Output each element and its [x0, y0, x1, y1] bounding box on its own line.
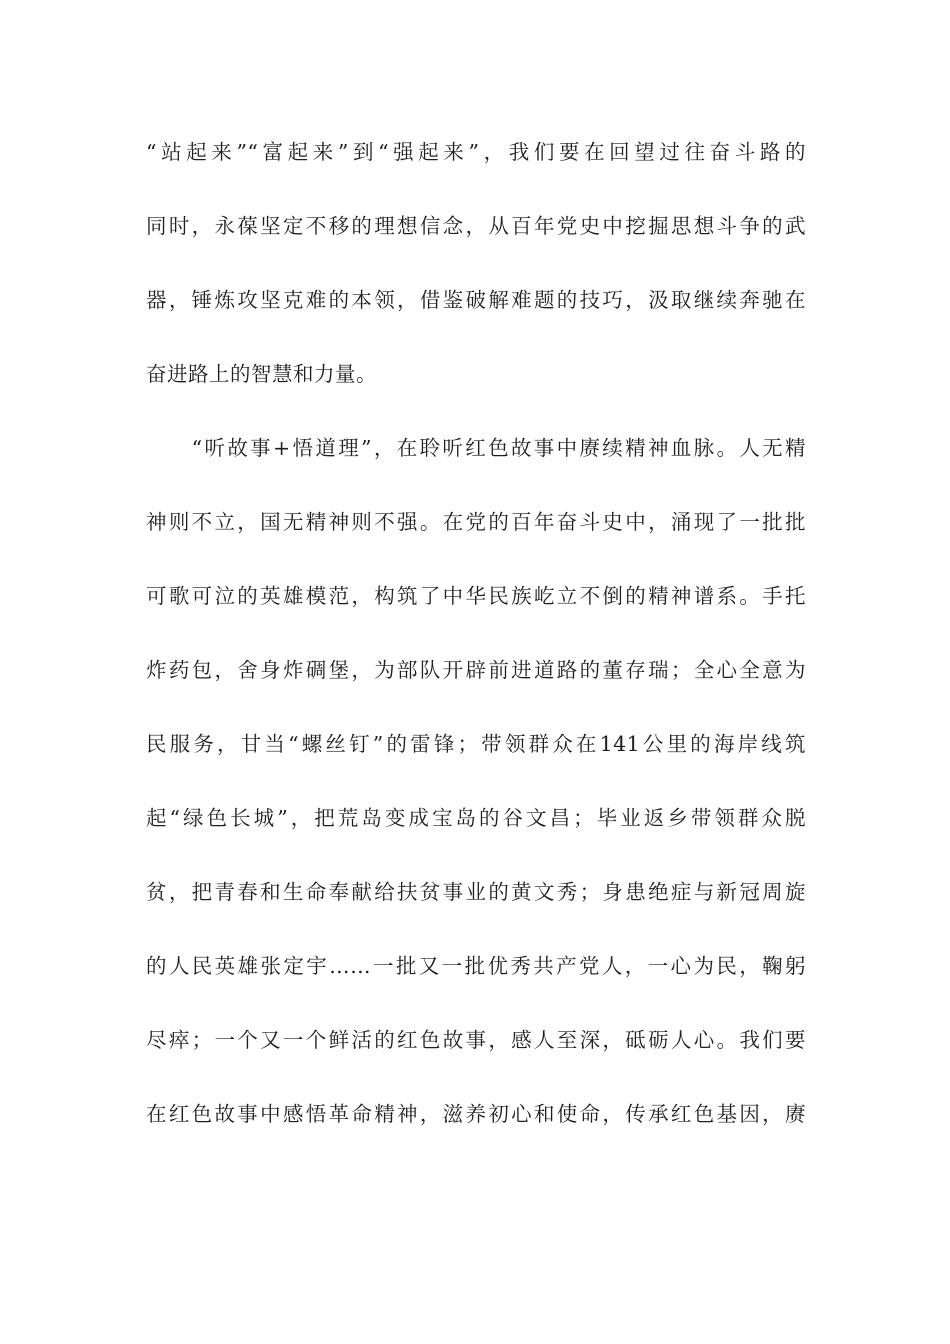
- text-line-6: 神则不立，国无精神则不强。在党的百年奋斗史中，涌现了一批批: [146, 510, 806, 534]
- text-line-11: 贫，把青春和生命奉献给扶贫事业的黄文秀；身患绝症与新冠周旋: [146, 880, 806, 904]
- text-line-14: 在红色故事中感悟革命精神，滋养初心和使命，传承红色基因，赓: [146, 1102, 806, 1126]
- text-line-3: 器，锤炼攻坚克难的本领，借鉴破解难题的技巧，汲取继续奔驰在: [146, 288, 806, 312]
- text-line-2: 同时，永葆坚定不移的理想信念，从百年党史中挖掘思想斗争的武: [146, 214, 806, 238]
- text-line-12: 的人民英雄张定宇……一批又一批优秀共产党人，一心为民，鞠躬: [146, 954, 806, 978]
- text-line-10: 起“绿色长城”，把荒岛变成宝岛的谷文昌；毕业返乡带领群众脱: [146, 806, 806, 830]
- text-line-9: 民服务，甘当“螺丝钉”的雷锋；带领群众在141公里的海岸线筑: [146, 732, 806, 756]
- text-line-13: 尽瘁；一个又一个鲜活的红色故事，感人至深，砥砺人心。我们要: [146, 1028, 806, 1052]
- body-text: [146, 130, 806, 1166]
- text-line-4: 奋进路上的智慧和力量。: [146, 362, 377, 386]
- text-line-5: “听故事+悟道理”，在聆听红色故事中赓续精神血脉。人无精: [146, 436, 806, 460]
- text-line-8: 炸药包，舍身炸碉堡，为部队开辟前进道路的董存瑞；全心全意为: [146, 658, 806, 682]
- text-line-1: “站起来”“富起来”到“强起来”，我们要在回望过往奋斗路的: [146, 140, 806, 164]
- text-line-7: 可歌可泣的英雄模范，构筑了中华民族屹立不倒的精神谱系。手托: [146, 584, 806, 608]
